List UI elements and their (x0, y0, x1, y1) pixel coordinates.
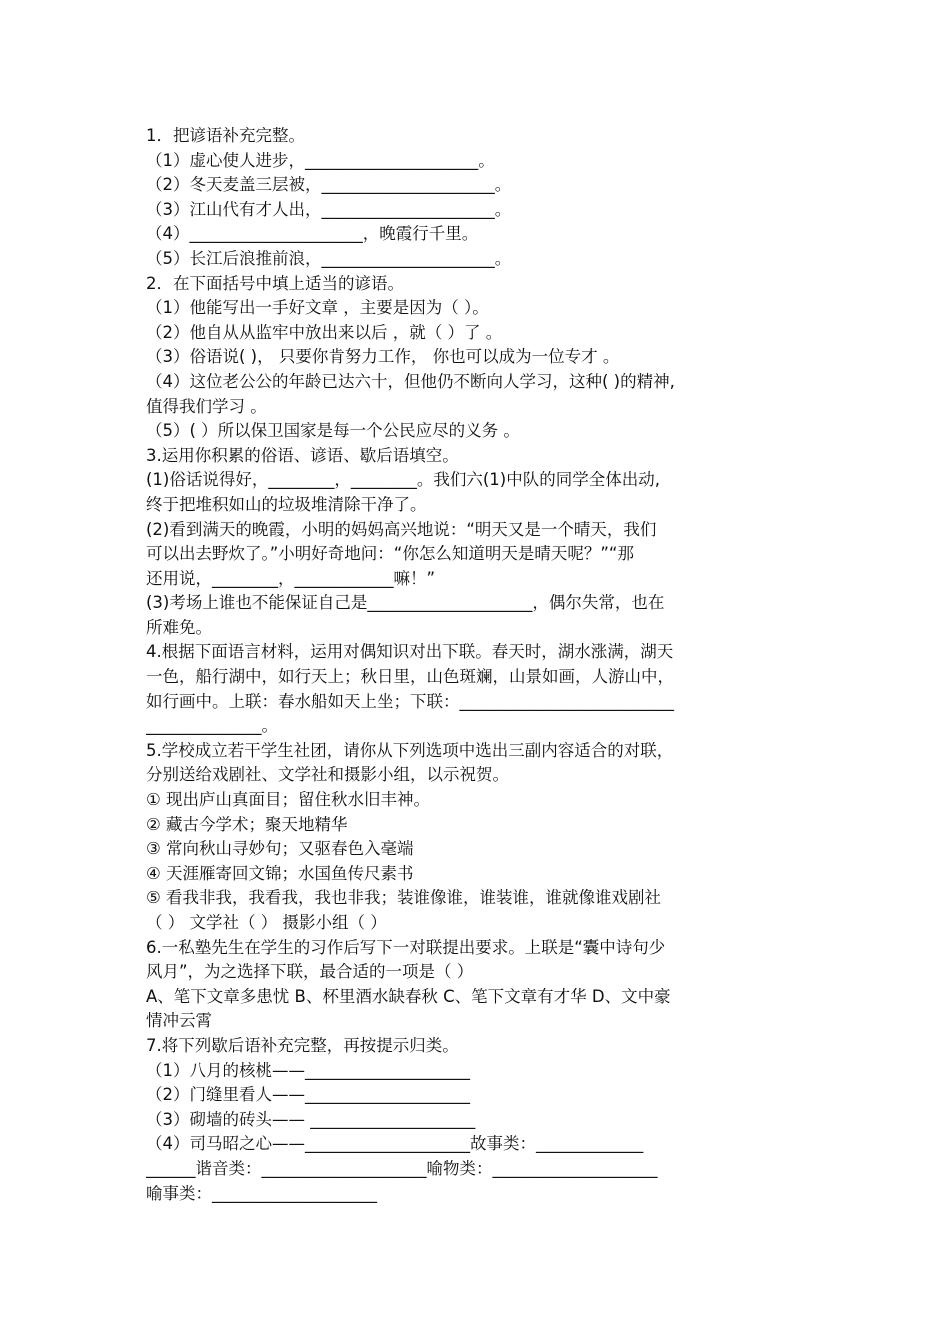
question-7-item-3: （3）砌墙的砖头—— ____________________ (146, 1109, 476, 1129)
question-6-text-cont: 风月”，为之选择下联，最合适的一项是（ ） (146, 962, 474, 982)
question-1-item-1: （1）虚心使人进步，_____________________。 (146, 150, 495, 170)
question-3-item-2-cont: 可以出去野炊了。”小明好奇地问：“你怎么知道明天是晴天呢？”“那 (146, 544, 634, 564)
question-1-title: 1．把谚语补充完整。 (146, 126, 305, 145)
question-1-item-5: （5）长江后浪推前浪，_____________________。 (146, 248, 512, 268)
question-2-item-2: （2）他自从从监牢中放出来以后 ，就（ ）了 。 (146, 322, 503, 342)
question-3-item-2: (2)看到满天的晚霞，小明的妈妈高兴地说：“明天又是一个晴天，我们 (146, 519, 657, 539)
question-5-title: 5.学校成立若干学生社团，请你从下列选项中选出三副内容适合的对联， (146, 740, 674, 760)
question-5-answer-line: （ ） 文学社（ ） 摄影小组（ ） (146, 913, 387, 932)
question-4-answer-blank: ______________。 (146, 716, 278, 736)
question-2-title: 2．在下面括号中填上适当的谚语。 (146, 273, 404, 293)
question-4-text: 4.根据下面语言材料，运用对偶知识对出下联。春天时，湖水涨满，湖天 (146, 642, 674, 662)
question-7-title: 7.将下列歇后语补充完整，再按提示归类。 (146, 1035, 459, 1055)
question-5-option-3: ③ 常向秋山寻妙句；又驱春色入毫端 (146, 839, 414, 859)
question-6-options: A、笔下文章多患忧 B、杯里酒水缺春秋 C、笔下文章有才华 D、文中豪 (146, 986, 671, 1006)
question-3-item-3: (3)考场上谁也不能保证自己是____________________，偶尔失常，也在 (146, 593, 665, 613)
question-3-title: 3.运用你积累的俗语、谚语、歇后语填空。 (146, 445, 459, 465)
question-5-title-cont: 分别送给戏剧社、文学社和摄影小组，以示祝贺。 (146, 765, 509, 785)
question-2-item-5: （5）( ）所以保卫国家是每一个公民应尽的义务 。 (146, 421, 520, 441)
question-4-text-cont2: 如行画中。上联：春水船如天上坐；下联：__________________________ (146, 691, 674, 711)
question-7-item-4: （4）司马昭之心——____________________故事类：_____________ (146, 1134, 644, 1154)
question-7-item-2: （2）门缝里看人——____________________ (146, 1085, 470, 1105)
question-2-item-1: （1）他能写出一手好文章 ，主要是因为（ ）。 (146, 298, 489, 318)
question-5-option-2: ② 藏古今学术；聚天地精华 (146, 814, 348, 834)
question-3-item-1: (1)俗话说得好，________，________。我们六(1)中队的同学全体出动, (146, 470, 660, 490)
question-4-text-cont: 一色，船行湖中，如行天上；秋日里，山色斑斓，山景如画，人游山中， (146, 667, 674, 687)
question-7-categories-cont: 喻事类：____________________ (146, 1183, 377, 1203)
document-page (146, 124, 810, 1206)
question-6-options-cont: 情冲云霄 (146, 1011, 212, 1031)
question-5-option-1: ① 现出庐山真面目；留住秋水旧丰神。 (146, 790, 431, 810)
question-3-item-1-cont: 终于把堆积如山的垃圾堆清除干净了。 (146, 494, 427, 514)
question-3-item-2-cont2: 还用说，________，____________嘛！” (146, 568, 436, 588)
question-2-item-4-cont: 值得我们学习 。 (146, 396, 267, 416)
question-7-item-1: （1）八月的核桃——____________________ (146, 1060, 470, 1080)
question-7-categories: ______谐音类：____________________喻物类：____________________ (146, 1158, 658, 1178)
question-6-text: 6.一私塾先生在学生的习作后写下一对联提出要求。上联是“囊中诗句少 (146, 937, 666, 957)
question-2-item-3: （3）俗语说( )， 只要你肯努力工作， 你也可以成为一位专才 。 (146, 347, 620, 367)
question-1-item-2: （2）冬天麦盖三层被，_____________________。 (146, 175, 512, 195)
question-5-option-4: ④ 天涯雁寄回文锦；水国鱼传尺素书 (146, 863, 414, 883)
question-5-option-5: ⑤ 看我非我，我看我，我也非我；装谁像谁，谁装谁，谁就像谁戏剧社 (146, 888, 662, 908)
question-2-item-4: （4）这位老公公的年龄已达六十，但他仍不断向人学习，这种( )的精神, (146, 371, 675, 391)
question-3-item-3-cont: 所难免。 (146, 617, 212, 637)
question-1-item-3: （3）江山代有才人出，_____________________。 (146, 199, 512, 219)
question-1-item-4: （4）_____________________，晚霞行千里。 (146, 224, 479, 244)
